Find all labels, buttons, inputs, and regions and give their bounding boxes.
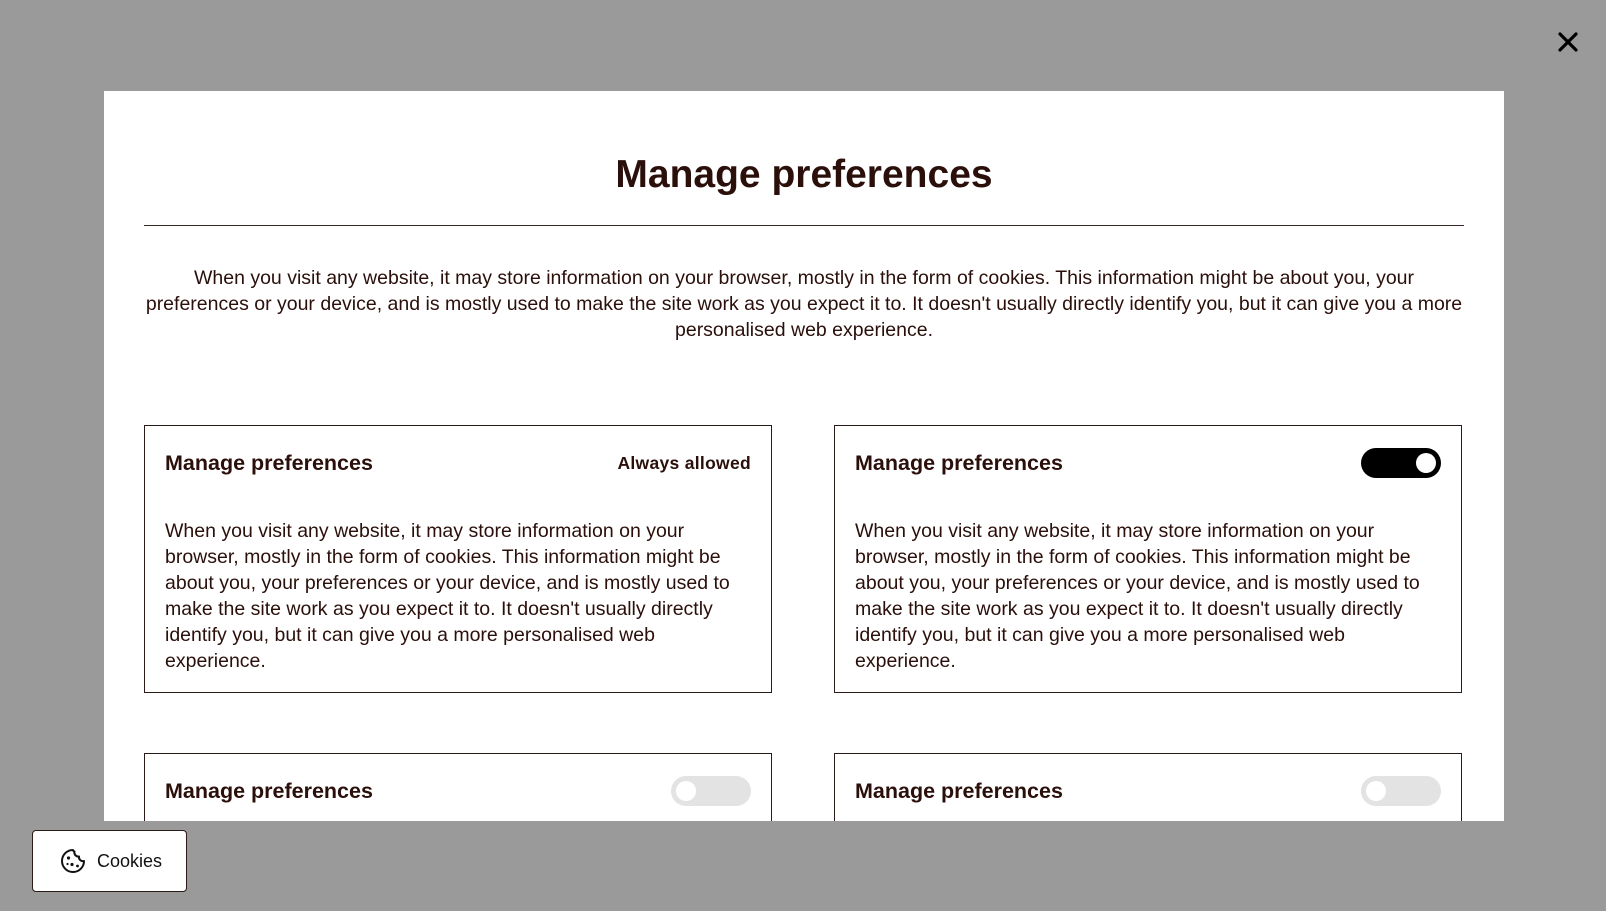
modal-title: Manage preferences	[615, 153, 993, 196]
cookie-icon	[59, 847, 87, 875]
preferences-modal	[104, 91, 1504, 821]
toggle-knob	[1416, 453, 1436, 473]
card-description: When you visit any website, it may store information on your browser, mostly in the form of cookies. This information might be about you, your preferences or your device, and is mostly used to make the site work as you expect it to. It doesn't usually directly identify you, but it can give you a more personalised web experience.	[855, 520, 1420, 672]
card-title: Manage preferences	[165, 450, 373, 475]
card-header	[855, 448, 1441, 478]
card-title: Manage preferences	[855, 778, 1063, 803]
card-header	[855, 776, 1441, 806]
preference-toggle-off[interactable]	[671, 776, 751, 806]
title-divider	[144, 225, 1464, 226]
card-header	[165, 448, 751, 478]
card-description: When you visit any website, it may store information on your browser, mostly in the form of cookies. This information might be about you, your preferences or your device, and is mostly used to make the site work as you expect it to. It doesn't usually directly identify you, but it can give you a more personalised web experience.	[165, 520, 730, 672]
toggle-knob	[1366, 781, 1386, 801]
card-title: Manage preferences	[855, 450, 1063, 475]
preference-card-3	[144, 753, 772, 821]
toggle-knob	[676, 781, 696, 801]
preference-card-1	[144, 425, 772, 693]
close-icon	[1557, 31, 1579, 53]
preference-card-4	[834, 753, 1462, 821]
preference-card-2	[834, 425, 1462, 693]
card-title: Manage preferences	[165, 778, 373, 803]
preference-toggle-off[interactable]	[1361, 776, 1441, 806]
modal-intro-text: When you visit any website, it may store information on your browser, mostly in the form of cookies. This information might be about you, your preferences or your device, and is mostly used to make the site work as you expect it to. It doesn't usually directly identify you, but it can give you a more personalised web experience.	[145, 267, 1463, 341]
preference-toggle-on[interactable]	[1361, 448, 1441, 478]
always-allowed-label: Always allowed	[617, 452, 751, 473]
cookies-button[interactable]	[32, 830, 187, 892]
cookies-button-label: Cookies	[97, 850, 163, 871]
close-button[interactable]	[1550, 24, 1586, 60]
card-header	[165, 776, 751, 806]
